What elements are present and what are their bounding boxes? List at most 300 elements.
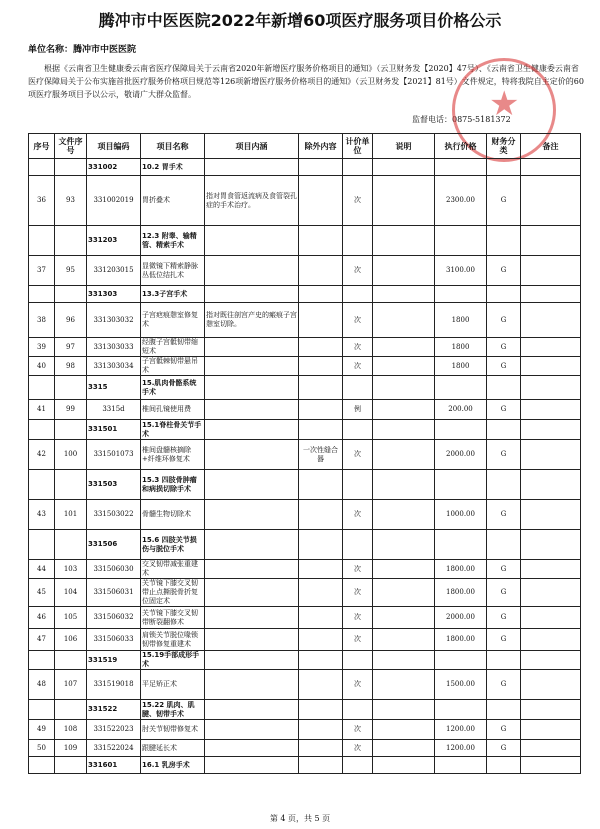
table-cell: 45: [29, 579, 55, 607]
table-cell: [373, 226, 435, 256]
table-cell: 331303: [87, 286, 141, 303]
table-cell: 肩锁关节脱位喙锁韧带修复重建术: [141, 629, 205, 651]
table-cell: [29, 286, 55, 303]
table-cell: 交叉韧带减张重建术: [141, 560, 205, 579]
table-cell: 次: [343, 256, 373, 286]
table-cell: [487, 470, 521, 500]
table-cell: 104: [55, 579, 87, 607]
table-cell: 次: [343, 338, 373, 357]
table-cell: [205, 720, 299, 740]
table-cell: G: [487, 500, 521, 530]
table-row: [29, 500, 581, 530]
table-cell: [487, 757, 521, 774]
table-cell: 关节镜下膝交叉韧带断裂翻修术: [141, 607, 205, 629]
table-cell: 例: [343, 400, 373, 420]
table-cell: 331506030: [87, 560, 141, 579]
table-cell: [373, 720, 435, 740]
table-cell: G: [487, 579, 521, 607]
supervision-phone: 监督电话：0875-5181372: [412, 115, 511, 124]
table-cell: 13.3子宫手术: [141, 286, 205, 303]
table-cell: 47: [29, 629, 55, 651]
category-row: [29, 470, 581, 500]
table-cell: [521, 500, 581, 530]
table-cell: 100: [55, 440, 87, 470]
table-cell: 48: [29, 670, 55, 700]
table-cell: 107: [55, 670, 87, 700]
table-cell: [373, 256, 435, 286]
column-header: 备注: [521, 134, 581, 159]
table-cell: [205, 376, 299, 400]
table-header-row: [29, 134, 581, 159]
table-cell: G: [487, 256, 521, 286]
table-cell: [299, 376, 343, 400]
table-cell: G: [487, 303, 521, 338]
table-cell: [343, 376, 373, 400]
column-header: 项目名称: [141, 134, 205, 159]
table-cell: 次: [343, 579, 373, 607]
category-row: [29, 530, 581, 560]
table-cell: 331522023: [87, 720, 141, 740]
table-cell: [343, 530, 373, 560]
table-cell: [343, 226, 373, 256]
table-cell: 次: [343, 357, 373, 376]
table-cell: [205, 700, 299, 720]
table-cell: [299, 560, 343, 579]
table-cell: [205, 338, 299, 357]
category-row: [29, 159, 581, 176]
table-cell: 200.00: [435, 400, 487, 420]
table-cell: 1800.00: [435, 579, 487, 607]
category-row: [29, 757, 581, 774]
table-row: [29, 357, 581, 376]
table-cell: [521, 256, 581, 286]
table-cell: 次: [343, 720, 373, 740]
table-cell: 2300.00: [435, 176, 487, 226]
table-cell: [299, 607, 343, 629]
table-cell: [299, 670, 343, 700]
table-cell: [521, 607, 581, 629]
table-cell: [299, 226, 343, 256]
table-cell: G: [487, 338, 521, 357]
table-cell: [487, 226, 521, 256]
table-cell: G: [487, 740, 521, 757]
table-cell: [299, 420, 343, 440]
table-row: [29, 579, 581, 607]
table-cell: 103: [55, 560, 87, 579]
table-cell: [521, 376, 581, 400]
table-cell: [343, 470, 373, 500]
table-cell: 39: [29, 338, 55, 357]
table-cell: 椎间盘髓核摘除+纤维环修复术: [141, 440, 205, 470]
table-cell: 2000.00: [435, 607, 487, 629]
table-cell: [299, 286, 343, 303]
table-cell: 肘关节韧带修复术: [141, 720, 205, 740]
table-cell: [29, 159, 55, 176]
table-cell: G: [487, 176, 521, 226]
table-cell: [299, 651, 343, 670]
table-cell: [373, 303, 435, 338]
table-cell: 331522: [87, 700, 141, 720]
table-cell: 331503022: [87, 500, 141, 530]
table-cell: 平足矫正术: [141, 670, 205, 700]
table-cell: [521, 629, 581, 651]
category-row: [29, 286, 581, 303]
table-cell: 331522024: [87, 740, 141, 757]
table-cell: [521, 470, 581, 500]
table-cell: [435, 286, 487, 303]
table-cell: [299, 303, 343, 338]
table-cell: 40: [29, 357, 55, 376]
table-cell: 关节镜下膝交叉韧带止点撕脱骨折复位固定术: [141, 579, 205, 607]
column-header: 说明: [373, 134, 435, 159]
table-cell: 49: [29, 720, 55, 740]
table-cell: G: [487, 629, 521, 651]
table-cell: [373, 159, 435, 176]
table-cell: 331506031: [87, 579, 141, 607]
table-cell: [205, 159, 299, 176]
table-cell: 1800.00: [435, 560, 487, 579]
table-cell: [343, 420, 373, 440]
table-cell: 97: [55, 338, 87, 357]
table-cell: [299, 338, 343, 357]
table-cell: G: [487, 560, 521, 579]
table-cell: [29, 700, 55, 720]
table-cell: [521, 700, 581, 720]
page-title: 腾冲市中医医院2022年新增60项医疗服务项目价格公示: [98, 11, 502, 30]
table-row: [29, 560, 581, 579]
table-cell: [299, 740, 343, 757]
table-cell: [373, 176, 435, 226]
table-cell: [299, 757, 343, 774]
table-cell: 次: [343, 303, 373, 338]
table-cell: [521, 720, 581, 740]
table-cell: 次: [343, 440, 373, 470]
table-cell: G: [487, 400, 521, 420]
table-cell: [521, 226, 581, 256]
table-cell: [205, 560, 299, 579]
table-cell: [205, 579, 299, 607]
table-cell: 50: [29, 740, 55, 757]
table-cell: [299, 629, 343, 651]
table-cell: [435, 376, 487, 400]
table-cell: 15.3 四肢骨肿瘤和病损切除手术: [141, 470, 205, 500]
table-cell: [521, 420, 581, 440]
table-cell: [521, 357, 581, 376]
table-cell: [55, 700, 87, 720]
category-row: [29, 700, 581, 720]
column-header: 计价单位: [343, 134, 373, 159]
table-cell: 15.1脊柱骨关节手术: [141, 420, 205, 440]
table-cell: 331501073: [87, 440, 141, 470]
column-header: 除外内容: [299, 134, 343, 159]
table-cell: G: [487, 607, 521, 629]
table-cell: 331503: [87, 470, 141, 500]
table-cell: 1800: [435, 357, 487, 376]
table-row: [29, 400, 581, 420]
table-cell: [373, 530, 435, 560]
table-cell: 次: [343, 629, 373, 651]
table-row: [29, 720, 581, 740]
table-cell: 跟腱延长术: [141, 740, 205, 757]
table-cell: [343, 700, 373, 720]
table-cell: 331002: [87, 159, 141, 176]
table-cell: [521, 159, 581, 176]
table-cell: [435, 226, 487, 256]
table-cell: [29, 530, 55, 560]
table-row: [29, 629, 581, 651]
table-cell: [521, 440, 581, 470]
table-cell: 106: [55, 629, 87, 651]
table-cell: 显微镜下精索静脉丛低位结扎术: [141, 256, 205, 286]
table-cell: [521, 303, 581, 338]
table-cell: [373, 500, 435, 530]
table-row: [29, 670, 581, 700]
table-row: [29, 740, 581, 757]
table-cell: [299, 720, 343, 740]
table-cell: [29, 757, 55, 774]
seal-star-icon: ★: [489, 84, 520, 124]
table-cell: G: [487, 357, 521, 376]
table-cell: 10.2 胃手术: [141, 159, 205, 176]
table-cell: 次: [343, 607, 373, 629]
table-cell: 37: [29, 256, 55, 286]
table-cell: [435, 651, 487, 670]
table-cell: [343, 651, 373, 670]
table-cell: [205, 757, 299, 774]
table-cell: [521, 757, 581, 774]
table-cell: [55, 226, 87, 256]
table-cell: 3315: [87, 376, 141, 400]
column-header: 序号: [29, 134, 55, 159]
table-cell: 331601: [87, 757, 141, 774]
table-row: [29, 338, 581, 357]
table-row: [29, 607, 581, 629]
table-cell: [521, 579, 581, 607]
table-cell: [373, 740, 435, 757]
table-cell: [29, 470, 55, 500]
table-cell: 3100.00: [435, 256, 487, 286]
intro-paragraph: 根据《云南省卫生健康委云南省医疗保障局关于云南省2020年新增医疗服务价格项目的通知》（云卫财务发【2020】47号）、《云南省卫生健康委云南省医疗保障局关于公布实施首批医疗服务价格项目规范等126项新增医疗服务价格项目的通知》（云卫财务发【2021】81号）文件规定，特将我院自主定价的60项医疗服务项目予以公示，敬请广大群众监督。: [28, 64, 584, 99]
page-footer: 第 4 页，共 5 页: [269, 814, 331, 823]
table-cell: [29, 420, 55, 440]
table-row: [29, 440, 581, 470]
table-cell: G: [487, 720, 521, 740]
table-cell: [487, 286, 521, 303]
table-cell: [435, 757, 487, 774]
column-header: 财务分类: [487, 134, 521, 159]
table-cell: [487, 420, 521, 440]
table-cell: [205, 420, 299, 440]
table-cell: 331506032: [87, 607, 141, 629]
table-cell: [55, 286, 87, 303]
table-cell: [55, 420, 87, 440]
table-cell: 331506: [87, 530, 141, 560]
table-cell: [373, 670, 435, 700]
table-cell: [435, 159, 487, 176]
table-cell: 12.3 附睾、输精管、精索手术: [141, 226, 205, 256]
table-cell: [521, 670, 581, 700]
table-cell: [205, 500, 299, 530]
table-cell: [373, 579, 435, 607]
column-header: 项目编码: [87, 134, 141, 159]
table-cell: 331501: [87, 420, 141, 440]
table-cell: [205, 670, 299, 700]
table-cell: [373, 629, 435, 651]
table-cell: [299, 579, 343, 607]
table-cell: [29, 226, 55, 256]
table-cell: 331303034: [87, 357, 141, 376]
table-cell: 16.1 乳房手术: [141, 757, 205, 774]
table-cell: 次: [343, 176, 373, 226]
table-cell: 93: [55, 176, 87, 226]
table-cell: [299, 400, 343, 420]
column-header: 执行价格: [435, 134, 487, 159]
table-cell: 331506033: [87, 629, 141, 651]
table-cell: 15.22 肌肉、肌腱、韧带手术: [141, 700, 205, 720]
table-cell: [373, 357, 435, 376]
table-cell: [487, 376, 521, 400]
table-cell: [299, 470, 343, 500]
table-cell: 椎间孔镜使用费: [141, 400, 205, 420]
table-cell: [343, 286, 373, 303]
table-cell: [343, 757, 373, 774]
table-cell: 109: [55, 740, 87, 757]
table-cell: 一次性缝合器: [299, 440, 343, 470]
table-cell: [205, 607, 299, 629]
table-cell: 次: [343, 740, 373, 757]
table-row: [29, 176, 581, 226]
unit-name: 单位名称：腾冲市中医医院: [28, 45, 137, 55]
table-cell: [299, 700, 343, 720]
category-row: [29, 376, 581, 400]
table-cell: 子宫骶棘韧带悬吊术: [141, 357, 205, 376]
table-cell: [29, 651, 55, 670]
table-cell: 指对既往剖宫产史的瘢痕子宫憩室切除。: [205, 303, 299, 338]
table-cell: [373, 651, 435, 670]
table-cell: [205, 740, 299, 757]
table-cell: 99: [55, 400, 87, 420]
category-row: [29, 226, 581, 256]
table-cell: [205, 440, 299, 470]
table-cell: [373, 470, 435, 500]
table-cell: [373, 338, 435, 357]
table-cell: [55, 159, 87, 176]
table-cell: 1800: [435, 303, 487, 338]
table-cell: [299, 159, 343, 176]
table-cell: [435, 470, 487, 500]
table-cell: [521, 651, 581, 670]
table-cell: 1800.00: [435, 629, 487, 651]
table-cell: 骨髓生物切除术: [141, 500, 205, 530]
table-cell: 1500.00: [435, 670, 487, 700]
table-cell: [435, 420, 487, 440]
table-cell: [521, 530, 581, 560]
table-cell: [373, 286, 435, 303]
table-cell: [487, 700, 521, 720]
table-cell: 101: [55, 500, 87, 530]
table-cell: [373, 757, 435, 774]
table-cell: [521, 338, 581, 357]
table-cell: 95: [55, 256, 87, 286]
table-cell: 331203015: [87, 256, 141, 286]
table-cell: [299, 176, 343, 226]
table-cell: 子宫疤痕憩室修复术: [141, 303, 205, 338]
table-cell: [373, 420, 435, 440]
table-cell: 105: [55, 607, 87, 629]
table-cell: 胃折叠术: [141, 176, 205, 226]
table-cell: 1000.00: [435, 500, 487, 530]
table-cell: 指对胃食管返流病及食管裂孔症的手术治疗。: [205, 176, 299, 226]
table-cell: [205, 470, 299, 500]
table-cell: [205, 629, 299, 651]
table-cell: 331203: [87, 226, 141, 256]
table-cell: 次: [343, 670, 373, 700]
table-cell: [55, 651, 87, 670]
table-cell: 41: [29, 400, 55, 420]
table-cell: G: [487, 670, 521, 700]
table-cell: [521, 560, 581, 579]
table-cell: [205, 226, 299, 256]
table-cell: [435, 700, 487, 720]
table-cell: [487, 159, 521, 176]
table-cell: 3315d: [87, 400, 141, 420]
table-cell: [205, 651, 299, 670]
table-cell: [487, 651, 521, 670]
table-cell: [521, 400, 581, 420]
table-cell: [29, 376, 55, 400]
table-cell: [55, 530, 87, 560]
table-cell: [521, 286, 581, 303]
table-cell: [521, 176, 581, 226]
table-cell: [373, 440, 435, 470]
table-cell: 46: [29, 607, 55, 629]
category-row: [29, 420, 581, 440]
table-cell: [435, 530, 487, 560]
table-cell: [205, 357, 299, 376]
category-row: [29, 651, 581, 670]
table-cell: [373, 607, 435, 629]
table-cell: [205, 256, 299, 286]
table-cell: G: [487, 440, 521, 470]
table-cell: [55, 757, 87, 774]
table-cell: [343, 159, 373, 176]
table-cell: 15.肌肉骨骼系统手术: [141, 376, 205, 400]
table-cell: [55, 470, 87, 500]
column-header: 文件序号: [55, 134, 87, 159]
table-cell: 15.19手部成形手术: [141, 651, 205, 670]
table-cell: 36: [29, 176, 55, 226]
table-cell: 331303032: [87, 303, 141, 338]
table-cell: 42: [29, 440, 55, 470]
table-cell: [521, 740, 581, 757]
table-row: [29, 303, 581, 338]
table-cell: 15.6 四肢关节损伤与脱位手术: [141, 530, 205, 560]
price-table: [28, 133, 581, 774]
table-cell: 2000.00: [435, 440, 487, 470]
table-cell: [373, 700, 435, 720]
table-cell: 38: [29, 303, 55, 338]
table-cell: 98: [55, 357, 87, 376]
table-cell: [299, 256, 343, 286]
table-cell: 1200.00: [435, 740, 487, 757]
table-cell: [373, 560, 435, 579]
table-cell: [299, 357, 343, 376]
table-row: [29, 256, 581, 286]
table-cell: 96: [55, 303, 87, 338]
table-cell: 经腹子宫骶韧带缩短术: [141, 338, 205, 357]
table-cell: [205, 286, 299, 303]
table-cell: 次: [343, 560, 373, 579]
